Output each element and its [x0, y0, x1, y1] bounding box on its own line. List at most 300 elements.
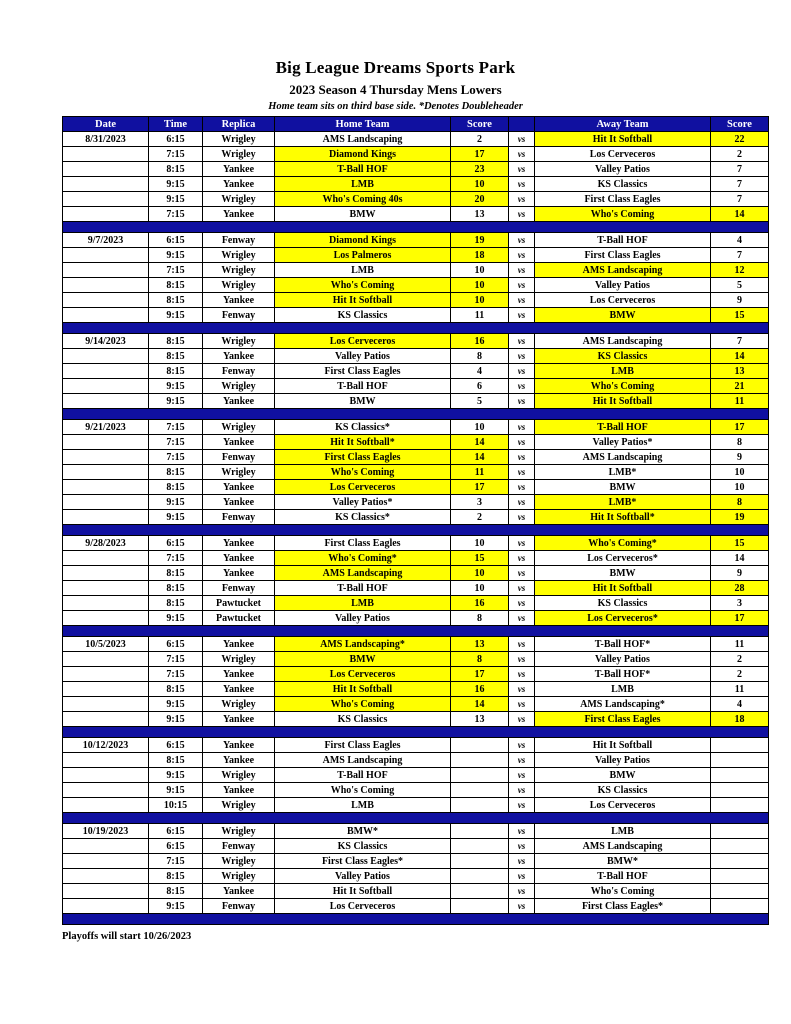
table-row: [63, 652, 769, 667]
cell-vs-label: vs: [509, 263, 535, 278]
cell-vs-label: vs: [509, 510, 535, 525]
cell-vs-label: vs: [509, 192, 535, 207]
cell-home-score: 17: [451, 667, 509, 682]
cell-home-team: AMS Landscaping: [275, 566, 451, 581]
table-row: [63, 884, 769, 899]
cell-away-score: 7: [711, 192, 769, 207]
cell-home-score: [451, 899, 509, 914]
cell-home-score: 10: [451, 566, 509, 581]
cell-home-team: Diamond Kings: [275, 233, 451, 248]
cell-away-score: 18: [711, 712, 769, 727]
cell-replica: Wrigley: [203, 248, 275, 263]
cell-away-score: 7: [711, 177, 769, 192]
cell-home-score: 19: [451, 233, 509, 248]
cell-date: [63, 753, 149, 768]
cell-home-score: 11: [451, 308, 509, 323]
table-row: [63, 435, 769, 450]
cell-vs-label: vs: [509, 798, 535, 813]
cell-replica: Fenway: [203, 839, 275, 854]
cell-away-score: 9: [711, 293, 769, 308]
cell-away-score: [711, 869, 769, 884]
cell-away-score: 7: [711, 334, 769, 349]
cell-replica: Pawtucket: [203, 611, 275, 626]
cell-away-score: 2: [711, 652, 769, 667]
table-row: [63, 192, 769, 207]
column-header-vs: [509, 117, 535, 132]
week-separator-bar: [63, 813, 769, 824]
cell-replica: Yankee: [203, 738, 275, 753]
cell-replica: Fenway: [203, 899, 275, 914]
cell-away-score: 11: [711, 394, 769, 409]
cell-time: 7:15: [149, 263, 203, 278]
cell-date: [63, 162, 149, 177]
cell-replica: Wrigley: [203, 798, 275, 813]
cell-home-score: 8: [451, 611, 509, 626]
cell-vs-label: vs: [509, 177, 535, 192]
cell-home-score: 4: [451, 364, 509, 379]
cell-replica: Fenway: [203, 510, 275, 525]
cell-replica: Yankee: [203, 783, 275, 798]
cell-home-score: 2: [451, 510, 509, 525]
cell-date: [63, 147, 149, 162]
cell-vs-label: vs: [509, 278, 535, 293]
cell-home-score: 23: [451, 162, 509, 177]
cell-date: [63, 394, 149, 409]
column-header-away-team: Away Team: [535, 117, 711, 132]
cell-home-team: AMS Landscaping*: [275, 637, 451, 652]
cell-away-score: [711, 854, 769, 869]
cell-date: [63, 207, 149, 222]
cell-home-score: 13: [451, 207, 509, 222]
cell-away-team: Who's Coming: [535, 379, 711, 394]
table-row: [63, 738, 769, 753]
cell-home-score: 5: [451, 394, 509, 409]
cell-time: 6:15: [149, 132, 203, 147]
table-row: [63, 233, 769, 248]
cell-replica: Wrigley: [203, 854, 275, 869]
table-row: [63, 611, 769, 626]
cell-vs-label: vs: [509, 652, 535, 667]
cell-time: 8:15: [149, 884, 203, 899]
cell-home-score: 16: [451, 682, 509, 697]
cell-time: 8:15: [149, 465, 203, 480]
cell-vs-label: vs: [509, 364, 535, 379]
cell-away-score: 8: [711, 495, 769, 510]
cell-vs-label: vs: [509, 667, 535, 682]
cell-vs-label: vs: [509, 394, 535, 409]
cell-away-team: BMW: [535, 480, 711, 495]
cell-away-team: T-Ball HOF*: [535, 667, 711, 682]
table-row: [63, 712, 769, 727]
week-separator-bar: [63, 626, 769, 637]
cell-away-team: Los Cerveceros: [535, 147, 711, 162]
cell-away-score: [711, 824, 769, 839]
cell-away-team: AMS Landscaping: [535, 450, 711, 465]
cell-date: [63, 768, 149, 783]
cell-vs-label: vs: [509, 768, 535, 783]
week-separator: [63, 222, 769, 233]
cell-away-score: 7: [711, 162, 769, 177]
cell-date: [63, 192, 149, 207]
cell-home-score: [451, 738, 509, 753]
week-separator: [63, 409, 769, 420]
cell-vs-label: vs: [509, 334, 535, 349]
week-separator-bar: [63, 727, 769, 738]
column-header-replica: Replica: [203, 117, 275, 132]
cell-home-score: 14: [451, 697, 509, 712]
cell-vs-label: vs: [509, 596, 535, 611]
cell-home-team: First Class Eagles: [275, 364, 451, 379]
cell-time: 9:15: [149, 697, 203, 712]
table-row: [63, 465, 769, 480]
cell-home-team: AMS Landscaping: [275, 132, 451, 147]
cell-date: [63, 839, 149, 854]
cell-vs-label: vs: [509, 147, 535, 162]
cell-vs-label: vs: [509, 480, 535, 495]
table-body: [63, 132, 769, 925]
cell-vs-label: vs: [509, 207, 535, 222]
table-row: [63, 596, 769, 611]
cell-replica: Fenway: [203, 581, 275, 596]
cell-vs-label: vs: [509, 495, 535, 510]
cell-home-team: T-Ball HOF: [275, 379, 451, 394]
cell-vs-label: vs: [509, 450, 535, 465]
cell-home-score: 10: [451, 420, 509, 435]
cell-home-score: [451, 869, 509, 884]
table-row: [63, 637, 769, 652]
table-row: [63, 308, 769, 323]
table-row: [63, 177, 769, 192]
cell-vs-label: vs: [509, 536, 535, 551]
table-row: [63, 854, 769, 869]
cell-replica: Yankee: [203, 349, 275, 364]
cell-time: 8:15: [149, 162, 203, 177]
table-row: [63, 420, 769, 435]
cell-home-score: 14: [451, 435, 509, 450]
cell-away-team: BMW*: [535, 854, 711, 869]
cell-time: 8:15: [149, 293, 203, 308]
cell-away-team: Who's Coming*: [535, 536, 711, 551]
cell-time: 9:15: [149, 379, 203, 394]
cell-time: 6:15: [149, 233, 203, 248]
cell-away-score: [711, 783, 769, 798]
table-row: [63, 783, 769, 798]
column-header-away-score: Score: [711, 117, 769, 132]
cell-time: 9:15: [149, 177, 203, 192]
cell-home-team: Los Cerveceros: [275, 667, 451, 682]
cell-time: 7:15: [149, 147, 203, 162]
table-row: [63, 551, 769, 566]
cell-home-team: KS Classics: [275, 839, 451, 854]
cell-away-score: 2: [711, 147, 769, 162]
cell-home-score: 14: [451, 450, 509, 465]
cell-replica: Fenway: [203, 450, 275, 465]
cell-replica: Wrigley: [203, 192, 275, 207]
cell-time: 7:15: [149, 420, 203, 435]
cell-away-score: 17: [711, 611, 769, 626]
cell-vs-label: vs: [509, 869, 535, 884]
cell-date: 10/12/2023: [63, 738, 149, 753]
cell-home-team: KS Classics: [275, 308, 451, 323]
cell-vs-label: vs: [509, 697, 535, 712]
cell-date: [63, 783, 149, 798]
cell-away-team: AMS Landscaping: [535, 839, 711, 854]
cell-away-team: First Class Eagles: [535, 248, 711, 263]
cell-away-score: 14: [711, 551, 769, 566]
cell-date: [63, 349, 149, 364]
table-row: [63, 349, 769, 364]
cell-replica: Yankee: [203, 712, 275, 727]
cell-time: 8:15: [149, 596, 203, 611]
cell-away-score: 14: [711, 207, 769, 222]
cell-vs-label: vs: [509, 581, 535, 596]
cell-date: [63, 682, 149, 697]
table-row: [63, 147, 769, 162]
cell-time: 8:15: [149, 753, 203, 768]
cell-away-score: 11: [711, 637, 769, 652]
cell-home-team: T-Ball HOF: [275, 768, 451, 783]
table-row: [63, 495, 769, 510]
cell-away-team: BMW: [535, 566, 711, 581]
cell-home-team: Hit It Softball: [275, 884, 451, 899]
week-separator-bar: [63, 323, 769, 334]
cell-away-team: AMS Landscaping: [535, 334, 711, 349]
cell-replica: Yankee: [203, 682, 275, 697]
cell-away-score: 5: [711, 278, 769, 293]
cell-replica: Yankee: [203, 637, 275, 652]
cell-home-score: [451, 783, 509, 798]
cell-vs-label: vs: [509, 783, 535, 798]
cell-home-team: First Class Eagles*: [275, 854, 451, 869]
cell-date: [63, 308, 149, 323]
cell-away-team: LMB: [535, 824, 711, 839]
cell-away-score: 15: [711, 536, 769, 551]
table-header: [63, 117, 769, 132]
cell-home-score: 11: [451, 465, 509, 480]
week-separator: [63, 626, 769, 637]
cell-away-score: [711, 798, 769, 813]
cell-date: [63, 450, 149, 465]
cell-away-score: 9: [711, 450, 769, 465]
cell-away-team: Hit It Softball: [535, 132, 711, 147]
table-row: [63, 536, 769, 551]
cell-away-score: 12: [711, 263, 769, 278]
cell-date: [63, 899, 149, 914]
cell-home-team: LMB: [275, 596, 451, 611]
cell-home-score: 2: [451, 132, 509, 147]
table-row: [63, 263, 769, 278]
table-row: [63, 364, 769, 379]
cell-replica: Yankee: [203, 753, 275, 768]
cell-home-score: 17: [451, 147, 509, 162]
table-row: [63, 207, 769, 222]
cell-time: 7:15: [149, 854, 203, 869]
cell-date: [63, 611, 149, 626]
cell-home-score: 8: [451, 652, 509, 667]
playoffs-note: Playoffs will start 10/26/2023: [62, 931, 192, 942]
cell-home-score: 10: [451, 536, 509, 551]
week-separator: [63, 525, 769, 536]
cell-away-score: 10: [711, 480, 769, 495]
cell-time: 9:15: [149, 308, 203, 323]
cell-away-team: T-Ball HOF: [535, 233, 711, 248]
page-title: Big League Dreams Sports Park: [275, 58, 516, 77]
cell-away-score: [711, 899, 769, 914]
cell-home-score: 6: [451, 379, 509, 394]
cell-away-team: Hit It Softball: [535, 394, 711, 409]
cell-home-team: BMW: [275, 652, 451, 667]
cell-time: 9:15: [149, 248, 203, 263]
cell-replica: Wrigley: [203, 697, 275, 712]
cell-away-score: 22: [711, 132, 769, 147]
table-row: [63, 248, 769, 263]
cell-home-score: 17: [451, 480, 509, 495]
cell-vs-label: vs: [509, 637, 535, 652]
cell-away-score: 8: [711, 435, 769, 450]
cell-away-score: 19: [711, 510, 769, 525]
cell-replica: Yankee: [203, 495, 275, 510]
cell-date: [63, 177, 149, 192]
cell-home-team: Los Cerveceros: [275, 480, 451, 495]
cell-home-team: Who's Coming: [275, 783, 451, 798]
cell-away-team: First Class Eagles*: [535, 899, 711, 914]
cell-date: 10/19/2023: [63, 824, 149, 839]
cell-replica: Wrigley: [203, 278, 275, 293]
cell-away-team: Los Cerveceros*: [535, 551, 711, 566]
cell-away-team: BMW: [535, 768, 711, 783]
cell-away-team: Los Cerveceros*: [535, 611, 711, 626]
cell-home-team: First Class Eagles: [275, 536, 451, 551]
table-row: [63, 899, 769, 914]
cell-vs-label: vs: [509, 308, 535, 323]
cell-date: [63, 551, 149, 566]
cell-vs-label: vs: [509, 349, 535, 364]
cell-replica: Yankee: [203, 177, 275, 192]
cell-home-team: LMB: [275, 177, 451, 192]
cell-home-team: AMS Landscaping: [275, 753, 451, 768]
cell-away-score: 9: [711, 566, 769, 581]
table-row: [63, 798, 769, 813]
column-header-home-score: Score: [451, 117, 509, 132]
cell-vs-label: vs: [509, 233, 535, 248]
cell-time: 8:15: [149, 334, 203, 349]
schedule-table: [62, 116, 769, 925]
cell-home-score: 13: [451, 712, 509, 727]
cell-home-team: Valley Patios: [275, 349, 451, 364]
cell-time: 8:15: [149, 480, 203, 495]
cell-time: 7:15: [149, 450, 203, 465]
cell-away-score: 4: [711, 697, 769, 712]
cell-time: 7:15: [149, 551, 203, 566]
cell-date: [63, 379, 149, 394]
cell-time: 9:15: [149, 611, 203, 626]
table-row: [63, 278, 769, 293]
cell-home-score: [451, 768, 509, 783]
cell-vs-label: vs: [509, 566, 535, 581]
cell-vs-label: vs: [509, 611, 535, 626]
cell-home-team: Who's Coming 40s: [275, 192, 451, 207]
cell-away-score: 14: [711, 349, 769, 364]
cell-replica: Yankee: [203, 566, 275, 581]
table-row: [63, 510, 769, 525]
cell-date: [63, 596, 149, 611]
cell-replica: Wrigley: [203, 379, 275, 394]
cell-time: 8:15: [149, 278, 203, 293]
cell-replica: Wrigley: [203, 824, 275, 839]
cell-time: 7:15: [149, 667, 203, 682]
cell-vs-label: vs: [509, 753, 535, 768]
cell-replica: Yankee: [203, 480, 275, 495]
table-row: [63, 293, 769, 308]
cell-home-score: [451, 839, 509, 854]
cell-home-team: Valley Patios: [275, 869, 451, 884]
cell-replica: Yankee: [203, 293, 275, 308]
cell-away-team: Los Cerveceros: [535, 293, 711, 308]
cell-replica: Yankee: [203, 536, 275, 551]
cell-date: [63, 581, 149, 596]
cell-vs-label: vs: [509, 551, 535, 566]
cell-home-score: 18: [451, 248, 509, 263]
cell-away-score: 10: [711, 465, 769, 480]
cell-replica: Yankee: [203, 394, 275, 409]
cell-home-team: T-Ball HOF: [275, 162, 451, 177]
cell-away-team: AMS Landscaping: [535, 263, 711, 278]
page-subtitle: 2023 Season 4 Thursday Mens Lowers: [289, 82, 502, 97]
cell-time: 8:15: [149, 566, 203, 581]
cell-date: [63, 364, 149, 379]
cell-replica: Wrigley: [203, 465, 275, 480]
cell-time: 6:15: [149, 637, 203, 652]
cell-away-score: 17: [711, 420, 769, 435]
cell-away-score: 3: [711, 596, 769, 611]
cell-replica: Yankee: [203, 551, 275, 566]
cell-away-team: LMB*: [535, 495, 711, 510]
cell-home-team: KS Classics: [275, 712, 451, 727]
cell-home-team: BMW: [275, 207, 451, 222]
column-header-home-team: Home Team: [275, 117, 451, 132]
cell-home-score: 10: [451, 293, 509, 308]
cell-home-score: [451, 753, 509, 768]
cell-time: 9:15: [149, 712, 203, 727]
table-row: [63, 581, 769, 596]
cell-date: 8/31/2023: [63, 132, 149, 147]
cell-away-team: KS Classics: [535, 177, 711, 192]
cell-date: [63, 263, 149, 278]
cell-vs-label: vs: [509, 293, 535, 308]
cell-replica: Wrigley: [203, 263, 275, 278]
cell-vs-label: vs: [509, 884, 535, 899]
cell-away-team: LMB: [535, 682, 711, 697]
cell-away-team: T-Ball HOF*: [535, 637, 711, 652]
cell-away-team: KS Classics: [535, 596, 711, 611]
cell-away-team: LMB: [535, 364, 711, 379]
table-row: [63, 394, 769, 409]
cell-time: 9:15: [149, 192, 203, 207]
cell-away-score: 15: [711, 308, 769, 323]
table-row: [63, 768, 769, 783]
cell-date: [63, 798, 149, 813]
cell-time: 8:15: [149, 349, 203, 364]
cell-away-score: 13: [711, 364, 769, 379]
cell-time: 9:15: [149, 495, 203, 510]
cell-away-team: AMS Landscaping*: [535, 697, 711, 712]
cell-replica: Yankee: [203, 207, 275, 222]
cell-away-team: Los Cerveceros: [535, 798, 711, 813]
cell-home-team: BMW: [275, 394, 451, 409]
cell-away-score: 4: [711, 233, 769, 248]
cell-replica: Wrigley: [203, 768, 275, 783]
cell-home-team: Valley Patios*: [275, 495, 451, 510]
